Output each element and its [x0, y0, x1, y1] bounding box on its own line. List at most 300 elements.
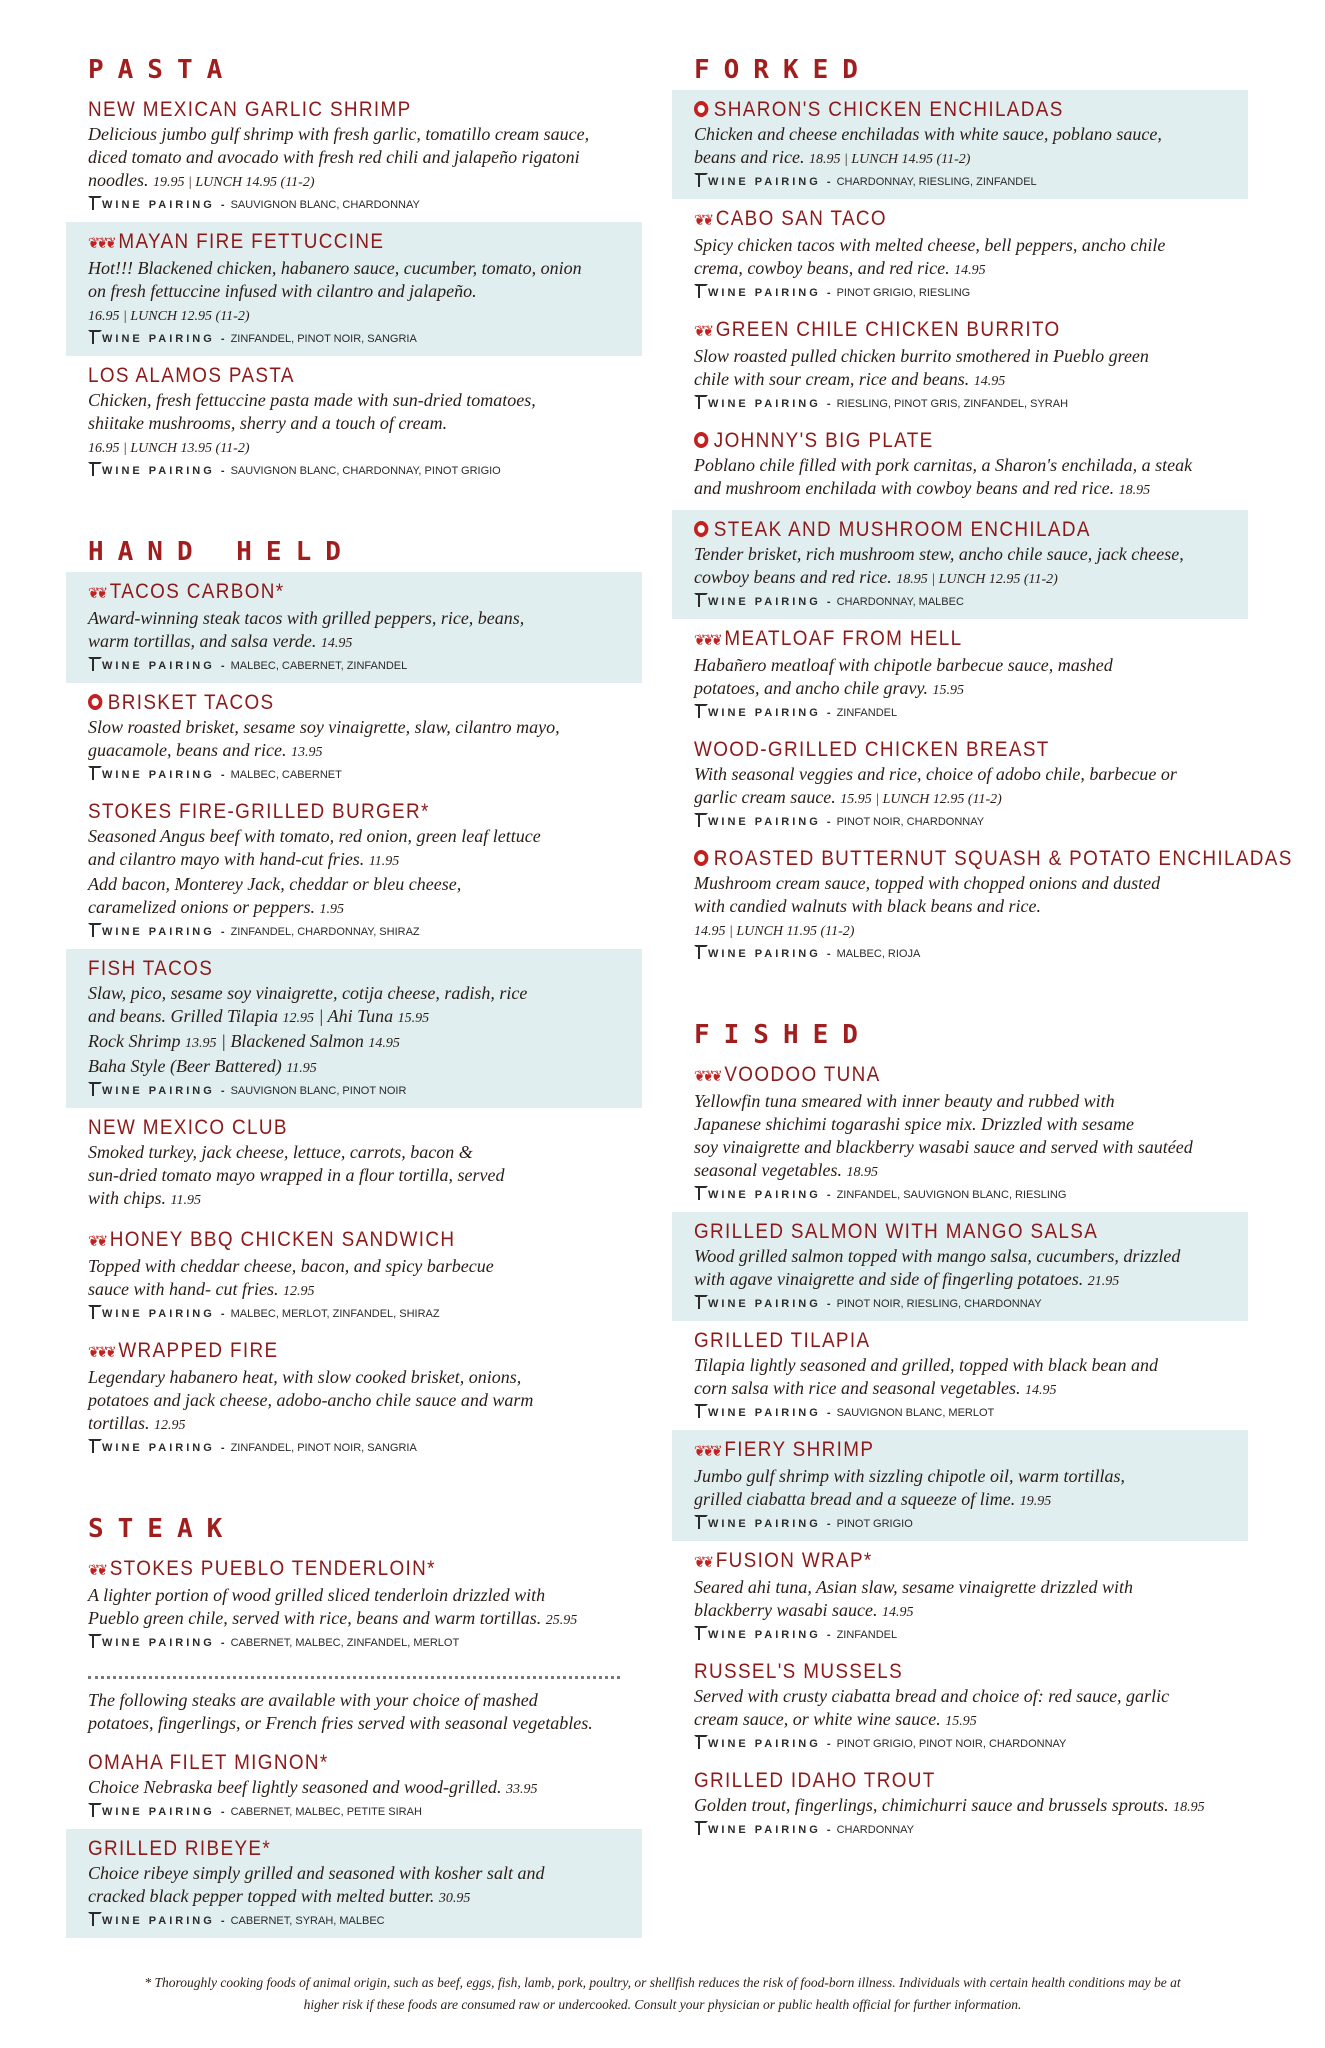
menu-item	[672, 1321, 1248, 1430]
wine-pairing	[694, 945, 1226, 963]
item-name	[88, 689, 567, 716]
wine-pairing-label: WINE PAIRING -	[708, 176, 834, 188]
wine-pairing	[88, 923, 620, 941]
item-description	[694, 454, 1226, 502]
wine-pairing-label: WINE PAIRING -	[102, 199, 228, 211]
item-name	[694, 427, 1173, 454]
menu-item	[66, 572, 642, 683]
wine-pairing-label: WINE PAIRING -	[708, 287, 834, 299]
wine-pairing-label: WINE PAIRING -	[708, 1518, 834, 1530]
item-name	[88, 1114, 567, 1141]
item-name-text: GRILLED TILAPIA	[694, 1329, 871, 1352]
description-text: chile with sour cream, rice and beans.	[694, 369, 970, 389]
item-name-text: GRILLED IDAHO TROUT	[694, 1769, 936, 1792]
right-column	[672, 50, 1293, 1847]
description-line	[694, 918, 1226, 943]
left-column	[66, 50, 642, 1938]
pasta-items	[66, 90, 642, 488]
description-line: soy vinaigrette and blackberry wasabi sauce and served with sautéed	[694, 1137, 1193, 1157]
wine-glass-icon	[88, 1082, 98, 1097]
description-text: noodles.	[88, 170, 149, 190]
wine-glass-icon	[694, 1404, 704, 1419]
item-price: 15.95 | LUNCH 12.95 (11-2)	[840, 792, 1002, 807]
wine-pairing-text: PINOT GRIGIO	[836, 1518, 913, 1530]
note-line: The following steaks are available with your choice of mashed	[88, 1690, 538, 1710]
wine-glass-icon	[694, 593, 704, 608]
description-line: and beans. Grilled Tilapia 12.95 | Ahi Tuna 15.95	[88, 1006, 430, 1026]
menu-item	[66, 356, 642, 488]
item-description	[694, 234, 1226, 282]
menu-item	[672, 619, 1248, 730]
wine-pairing-text: PINOT NOIR, CHARDONNAY	[836, 816, 985, 828]
item-price: 18.95	[846, 1165, 878, 1180]
description-line	[694, 368, 1226, 393]
item-price: 11.95	[368, 854, 400, 869]
menu-item	[672, 730, 1248, 839]
description-text: with agave vinaigrette and side of fingerling potatoes.	[694, 1269, 1084, 1289]
item-name-text: GRILLED RIBEYE*	[88, 1837, 272, 1860]
disclaimer-line-2: higher risk if these foods are consumed raw or undercooked. Consult your physician or public health official for further information.	[303, 1997, 1022, 2012]
item-name	[694, 316, 1173, 345]
wine-glass-icon	[694, 704, 704, 719]
description-line	[694, 677, 1226, 702]
item-price: 18.95	[1173, 1800, 1205, 1815]
item-description	[88, 825, 620, 921]
description-line: Yellowfin tuna smeared with inner beauty and rubbed with	[694, 1091, 1115, 1111]
chile-pepper-icon: ❦❦	[88, 1562, 106, 1579]
description-line	[88, 1776, 620, 1801]
description-text: sauce with hand- cut fries.	[88, 1279, 279, 1299]
item-description	[88, 1862, 620, 1910]
item-name	[88, 1337, 567, 1366]
item-description	[694, 1576, 1226, 1624]
chile-pepper-icon: ❦❦❦	[88, 1344, 114, 1361]
menu-item	[66, 792, 642, 949]
wine-pairing-label: WINE PAIRING -	[102, 1915, 228, 1927]
item-name	[694, 1436, 1173, 1465]
wine-pairing-text: MALBEC, CABERNET, ZINFANDEL	[230, 660, 408, 672]
item-name-text: SHARON'S CHICKEN ENCHILADAS	[713, 98, 1064, 121]
menu-item	[672, 1430, 1248, 1541]
item-name	[88, 1749, 567, 1776]
wine-pairing	[694, 1404, 1226, 1422]
description-line	[88, 1412, 620, 1437]
wine-pairing	[694, 1186, 1226, 1204]
fished-items	[672, 1055, 1248, 1847]
dotted-divider	[88, 1676, 620, 1679]
wine-glass-icon	[694, 945, 704, 960]
chile-pepper-icon: ❦❦❦	[694, 1443, 720, 1460]
option-label: Baha Style (Beer Battered)	[88, 1056, 282, 1076]
description-line	[694, 1268, 1226, 1293]
steak-sides-note	[66, 1689, 642, 1743]
option-price: 13.95	[184, 1036, 217, 1051]
description-line: Smoked turkey, jack cheese, lettuce, carrots, bacon &	[88, 1142, 473, 1162]
item-name-text: CABO SAN TACO	[715, 207, 887, 230]
item-name	[88, 955, 567, 982]
wine-glass-icon	[694, 1295, 704, 1310]
menu-item	[672, 1212, 1248, 1321]
option-label: Ahi Tuna	[327, 1006, 394, 1026]
menu-item	[66, 90, 642, 222]
wine-pairing-label: WINE PAIRING -	[708, 1298, 834, 1310]
item-name	[694, 205, 1173, 234]
wine-glass-icon	[694, 1821, 704, 1836]
section-title-hand-held: HAND HELD	[88, 537, 355, 567]
wine-pairing-label: WINE PAIRING -	[708, 948, 834, 960]
description-line	[88, 169, 620, 194]
item-description	[88, 1141, 620, 1212]
wine-pairing-label: WINE PAIRING -	[102, 660, 228, 672]
item-description	[694, 1245, 1226, 1293]
description-line: Seared ahi tuna, Asian slaw, sesame vinaigrette drizzled with	[694, 1577, 1133, 1597]
description-line	[88, 1055, 620, 1080]
description-text: crema, cowboy beans, and red rice.	[694, 258, 950, 278]
description-line: Seasoned Angus beef with tomato, red onion, green leaf lettuce	[88, 826, 541, 846]
item-name-text: NEW MEXICO CLUB	[88, 1116, 288, 1139]
wine-pairing-label: WINE PAIRING -	[102, 1806, 228, 1818]
description-line: on fresh fettuccine infused with cilantro and jalapeño.	[88, 281, 477, 301]
wine-pairing	[88, 657, 620, 675]
house-favorite-icon	[694, 101, 708, 117]
wine-pairing	[694, 284, 1226, 302]
wine-glass-icon	[694, 813, 704, 828]
description-line: Mushroom cream sauce, topped with chopped onions and dusted	[694, 873, 1161, 893]
menu-item	[672, 839, 1293, 971]
item-price: 30.95	[438, 1891, 471, 1906]
house-favorite-icon	[694, 521, 708, 537]
item-name	[88, 1835, 567, 1862]
description-line: Rock Shrimp 13.95 | Blackened Salmon 14.95	[88, 1031, 400, 1051]
wine-pairing-text: MALBEC, MERLOT, ZINFANDEL, SHIRAZ	[230, 1308, 440, 1320]
description-text: with chips.	[88, 1188, 167, 1208]
description-text: blackberry wasabi sauce.	[694, 1600, 878, 1620]
menu-item	[66, 1220, 642, 1331]
item-name	[694, 625, 1173, 654]
description-line: Slow roasted brisket, sesame soy vinaigrette, slaw, cilantro mayo,	[88, 717, 560, 737]
wine-glass-icon	[694, 1735, 704, 1750]
wine-pairing-text: PINOT GRIGIO, PINOT NOIR, CHARDONNAY	[836, 1738, 1067, 1750]
description-line: Award-winning steak tacos with grilled peppers, rice, beans,	[88, 608, 525, 628]
item-name-text: MEATLOAF FROM HELL	[724, 627, 963, 650]
item-name-text: MAYAN FIRE FETTUCCINE	[118, 230, 385, 253]
item-name-text: VOODOO TUNA	[724, 1063, 881, 1086]
section-title-steak: STEAK	[88, 1514, 237, 1544]
menu-item	[672, 1055, 1248, 1212]
wine-pairing-text: ZINFANDEL	[836, 1629, 898, 1641]
item-description	[88, 257, 620, 328]
section-title-pasta: PASTA	[88, 55, 237, 85]
description-line	[694, 1794, 1226, 1819]
item-name	[88, 798, 567, 825]
health-disclaimer	[80, 1972, 1245, 2016]
house-favorite-icon	[694, 432, 708, 448]
description-line: Jumbo gulf shrimp with sizzling chipotle oil, warm tortillas,	[694, 1466, 1126, 1486]
wine-pairing-text: CHARDONNAY, MALBEC	[836, 596, 964, 608]
item-name	[694, 736, 1173, 763]
item-price: 18.95 | LUNCH 14.95 (11-2)	[808, 152, 971, 167]
description-line: Tilapia lightly seasoned and grilled, topped with black bean and	[694, 1355, 1158, 1375]
description-text: potatoes, and ancho chile gravy.	[694, 678, 928, 698]
wine-pairing-label: WINE PAIRING -	[708, 1629, 834, 1641]
description-text: and cilantro mayo with hand-cut fries.	[88, 849, 365, 869]
item-description	[694, 654, 1226, 702]
wine-pairing-text: CABERNET, MALBEC, PETITE SIRAH	[230, 1806, 422, 1818]
description-line: Chicken, fresh fettuccine pasta made with sun-dried tomatoes,	[88, 390, 536, 410]
item-description	[694, 763, 1226, 811]
item-description	[694, 123, 1226, 171]
item-description	[694, 872, 1226, 943]
chile-pepper-icon: ❦❦❦	[694, 1068, 720, 1085]
hand-held-items	[66, 572, 642, 1465]
wine-pairing-text: MALBEC, CABERNET	[230, 769, 342, 781]
wine-pairing-text: SAUVIGNON BLANC, PINOT NOIR	[230, 1085, 407, 1097]
house-favorite-icon	[88, 694, 102, 710]
wine-pairing-text: PINOT NOIR, RIESLING, CHARDONNAY	[836, 1298, 1042, 1310]
description-line: sun-dried tomato mayo wrapped in a flour tortilla, served	[88, 1165, 505, 1185]
wine-glass-icon	[694, 1515, 704, 1530]
item-description	[88, 1366, 620, 1437]
description-line	[694, 1159, 1226, 1184]
option-label: Blackened Salmon	[230, 1031, 364, 1051]
item-name-text: WRAPPED FIRE	[118, 1339, 279, 1362]
description-text: corn salsa with rice and seasonal vegetables.	[694, 1378, 1021, 1398]
wine-glass-icon	[694, 1626, 704, 1641]
menu-item	[66, 1108, 642, 1220]
description-line	[88, 303, 620, 328]
description-line	[694, 1488, 1226, 1513]
item-description	[694, 1685, 1226, 1733]
item-description	[694, 1465, 1226, 1513]
wine-glass-icon	[88, 1912, 98, 1927]
steak-items	[66, 1549, 642, 1938]
chile-pepper-icon: ❦❦❦	[88, 235, 114, 252]
forked-items	[672, 90, 1293, 971]
description-text: grilled ciabatta bread and a squeeze of lime.	[694, 1489, 1016, 1509]
menu-item	[66, 1331, 642, 1465]
description-line	[694, 1377, 1226, 1402]
item-description	[88, 716, 620, 764]
wine-pairing-label: WINE PAIRING -	[708, 1738, 834, 1750]
description-line: Tender brisket, rich mushroom stew, ancho chile sauce, jack cheese,	[694, 544, 1184, 564]
chile-pepper-icon: ❦❦	[88, 585, 106, 602]
description-line: diced tomato and avocado with fresh red chili and jalapeño rigatoni	[88, 147, 580, 167]
description-line: Spicy chicken tacos with melted cheese, bell peppers, ancho chile	[694, 235, 1166, 255]
description-line: Wood grilled salmon topped with mango salsa, cucumbers, drizzled	[694, 1246, 1181, 1266]
item-price: 14.95 | LUNCH 11.95 (11-2)	[694, 924, 855, 939]
menu-item	[66, 1549, 642, 1660]
wine-pairing-text: PINOT GRIGIO, RIESLING	[836, 287, 971, 299]
item-name-text: JOHNNY'S BIG PLATE	[713, 429, 934, 452]
item-name-text: FISH TACOS	[88, 957, 214, 980]
menu-item	[672, 310, 1248, 421]
item-name-text: GREEN CHILE CHICKEN BURRITO	[715, 318, 1061, 341]
wine-pairing-text: RIESLING, PINOT GRIS, ZINFANDEL, SYRAH	[836, 398, 1069, 410]
addon-line	[88, 896, 620, 921]
menu-item	[672, 1652, 1248, 1761]
description-line: Chicken and cheese enchiladas with white sauce, poblano sauce,	[694, 124, 1162, 144]
wine-glass-icon	[694, 173, 704, 188]
item-price: 19.95	[1019, 1494, 1052, 1509]
wine-pairing-text: MALBEC, RIOJA	[836, 948, 921, 960]
option-price: 11.95	[286, 1061, 317, 1076]
description-line	[88, 1607, 620, 1632]
wine-glass-icon	[88, 196, 98, 211]
wine-pairing	[694, 1515, 1226, 1533]
item-price: 15.95	[945, 1714, 977, 1729]
description-text: seasonal vegetables.	[694, 1160, 842, 1180]
item-name-text: WOOD-GRILLED CHICKEN BREAST	[694, 738, 1050, 761]
wine-pairing-label: WINE PAIRING -	[102, 465, 228, 477]
item-description	[694, 345, 1226, 393]
option-price: 14.95	[368, 1036, 400, 1051]
item-name	[694, 516, 1173, 543]
item-name	[694, 1327, 1173, 1354]
item-price: 12.95	[154, 1418, 186, 1433]
menu-item	[66, 1829, 642, 1938]
item-name-text: HONEY BBQ CHICKEN SANDWICH	[109, 1228, 456, 1251]
option-label: and beans. Grilled Tilapia	[88, 1006, 279, 1026]
description-line: Served with crusty ciabatta bread and choice of: red sauce, garlic	[694, 1686, 1170, 1706]
description-line	[88, 1885, 620, 1910]
description-line: with candied walnuts with black beans and rice.	[694, 896, 1041, 916]
description-line: Habañero meatloaf with chipotle barbecue sauce, mashed	[694, 655, 1113, 675]
item-price: 33.95	[505, 1782, 538, 1797]
menu-item	[66, 949, 642, 1108]
wine-pairing-text: ZINFANDEL, SAUVIGNON BLANC, RIESLING	[836, 1189, 1067, 1201]
description-line	[88, 435, 620, 460]
item-name-text: NEW MEXICAN GARLIC SHRIMP	[88, 98, 412, 121]
addon-line: Add bacon, Monterey Jack, cheddar or bleu cheese,	[88, 874, 462, 894]
item-name-text: ROASTED BUTTERNUT SQUASH & POTATO ENCHILADAS	[713, 847, 1293, 870]
description-line: potatoes and jack cheese, adobo-ancho chile sauce and warm	[88, 1390, 534, 1410]
description-line: A lighter portion of wood grilled sliced tenderloin drizzled with	[88, 1585, 546, 1605]
item-name	[88, 1226, 567, 1255]
description-line: shiitake mushrooms, sherry and a touch of cream.	[88, 413, 448, 433]
item-price: 21.95	[1087, 1274, 1120, 1289]
menu-item	[672, 1541, 1248, 1652]
addon-text: caramelized onions or peppers.	[88, 897, 315, 917]
description-line	[694, 1708, 1226, 1733]
description-line	[694, 1599, 1226, 1624]
wine-pairing-label: WINE PAIRING -	[102, 333, 228, 345]
item-price: 19.95 | LUNCH 14.95 (11-2)	[153, 175, 315, 190]
wine-pairing	[88, 1803, 620, 1821]
wine-pairing-label: WINE PAIRING -	[708, 398, 834, 410]
item-name-text: FUSION WRAP*	[715, 1549, 873, 1572]
chile-pepper-icon: ❦❦	[694, 212, 712, 229]
description-line	[694, 477, 1226, 502]
description-text: and mushroom enchilada with cowboy beans and red rice.	[694, 478, 1115, 498]
description-line	[88, 1278, 620, 1303]
wine-pairing	[694, 593, 1226, 611]
item-description	[88, 389, 620, 460]
item-price: 14.95	[320, 636, 353, 651]
description-line	[88, 848, 620, 873]
item-price: 14.95	[973, 374, 1006, 389]
item-name-text: GRILLED SALMON WITH MANGO SALSA	[694, 1220, 1099, 1243]
item-name	[694, 1767, 1173, 1794]
wine-pairing	[694, 1821, 1226, 1839]
wine-pairing-label: WINE PAIRING -	[102, 926, 228, 938]
wine-pairing-text: SAUVIGNON BLANC, MERLOT	[836, 1407, 995, 1419]
wine-glass-icon	[88, 657, 98, 672]
description-line: Hot!!! Blackened chicken, habanero sauce, cucumber, tomato, onion	[88, 258, 582, 278]
description-text: cream sauce, or white wine sauce.	[694, 1709, 941, 1729]
wine-pairing	[88, 196, 620, 214]
wine-pairing	[88, 462, 620, 480]
chile-pepper-icon: ❦❦	[694, 323, 712, 340]
item-price: 12.95	[282, 1284, 315, 1299]
item-price: 14.95	[881, 1605, 914, 1620]
wine-pairing-label: WINE PAIRING -	[708, 1189, 834, 1201]
wine-pairing	[694, 1735, 1226, 1753]
wine-glass-icon	[88, 766, 98, 781]
wine-pairing	[88, 1634, 620, 1652]
section-title-fished: FISHED	[694, 1020, 872, 1050]
wine-pairing-label: WINE PAIRING -	[708, 816, 834, 828]
item-description	[694, 1794, 1226, 1819]
item-price: 18.95 | LUNCH 12.95 (11-2)	[896, 572, 1058, 587]
wine-pairing-text: ZINFANDEL, PINOT NOIR, SANGRIA	[230, 333, 417, 345]
wine-glass-icon	[694, 1186, 704, 1201]
item-description	[88, 1255, 620, 1303]
description-text: cowboy beans and red rice.	[694, 567, 892, 587]
description-text: cracked black pepper topped with melted butter.	[88, 1886, 435, 1906]
wine-glass-icon	[694, 284, 704, 299]
item-description	[88, 1776, 620, 1801]
item-name-text: STOKES FIRE-GRILLED BURGER*	[88, 800, 430, 823]
wine-pairing-text: CHARDONNAY, RIESLING, ZINFANDEL	[836, 176, 1037, 188]
item-price: 16.95 | LUNCH 13.95 (11-2)	[88, 441, 250, 456]
wine-pairing-label: WINE PAIRING -	[708, 596, 834, 608]
wine-pairing	[694, 813, 1226, 831]
menu-item	[66, 1743, 642, 1829]
description-text: guacamole, beans and rice.	[88, 740, 287, 760]
description-line: Slaw, pico, sesame soy vinaigrette, cotija cheese, radish, rice	[88, 983, 528, 1003]
description-line	[88, 1187, 620, 1212]
wine-pairing-label: WINE PAIRING -	[708, 1407, 834, 1419]
wine-pairing	[88, 766, 620, 784]
wine-glass-icon	[88, 462, 98, 477]
disclaimer-line-1: * Thoroughly cooking foods of animal origin, such as beef, eggs, fish, lamb, pork, poultry, or shellfish reduces the risk of food-born illness. Individuals with certain health conditions may be at	[144, 1975, 1181, 1990]
item-price: 18.95	[1118, 483, 1151, 498]
item-name	[88, 96, 567, 123]
description-text: Golden trout, fingerlings, chimichurri sauce and brussels sprouts.	[694, 1795, 1169, 1815]
section-title-forked: FORKED	[694, 55, 872, 85]
wine-pairing-label: WINE PAIRING -	[708, 1824, 834, 1836]
wine-glass-icon	[88, 923, 98, 938]
item-price: 16.95 | LUNCH 12.95 (11-2)	[88, 309, 250, 324]
item-name-text: STOKES PUEBLO TENDERLOIN*	[109, 1557, 436, 1580]
item-price: 15.95	[932, 683, 964, 698]
description-line	[694, 257, 1226, 282]
wine-pairing-text: CABERNET, SYRAH, MALBEC	[230, 1915, 385, 1927]
menu-item	[66, 683, 642, 792]
wine-pairing	[694, 173, 1226, 191]
wine-pairing-label: WINE PAIRING -	[102, 1085, 228, 1097]
house-favorite-icon	[694, 850, 708, 866]
wine-pairing-text: ZINFANDEL, PINOT NOIR, SANGRIA	[230, 1442, 417, 1454]
menu-item	[672, 1761, 1248, 1847]
wine-pairing-label: WINE PAIRING -	[102, 1442, 228, 1454]
wine-pairing	[694, 1626, 1226, 1644]
wine-pairing	[694, 1295, 1226, 1313]
option-price: 12.95	[282, 1011, 315, 1026]
description-line: Poblano chile filled with pork carnitas, a Sharon's enchilada, a steak	[694, 455, 1193, 475]
wine-pairing	[88, 330, 620, 348]
wine-pairing-text: ZINFANDEL, CHARDONNAY, SHIRAZ	[230, 926, 420, 938]
